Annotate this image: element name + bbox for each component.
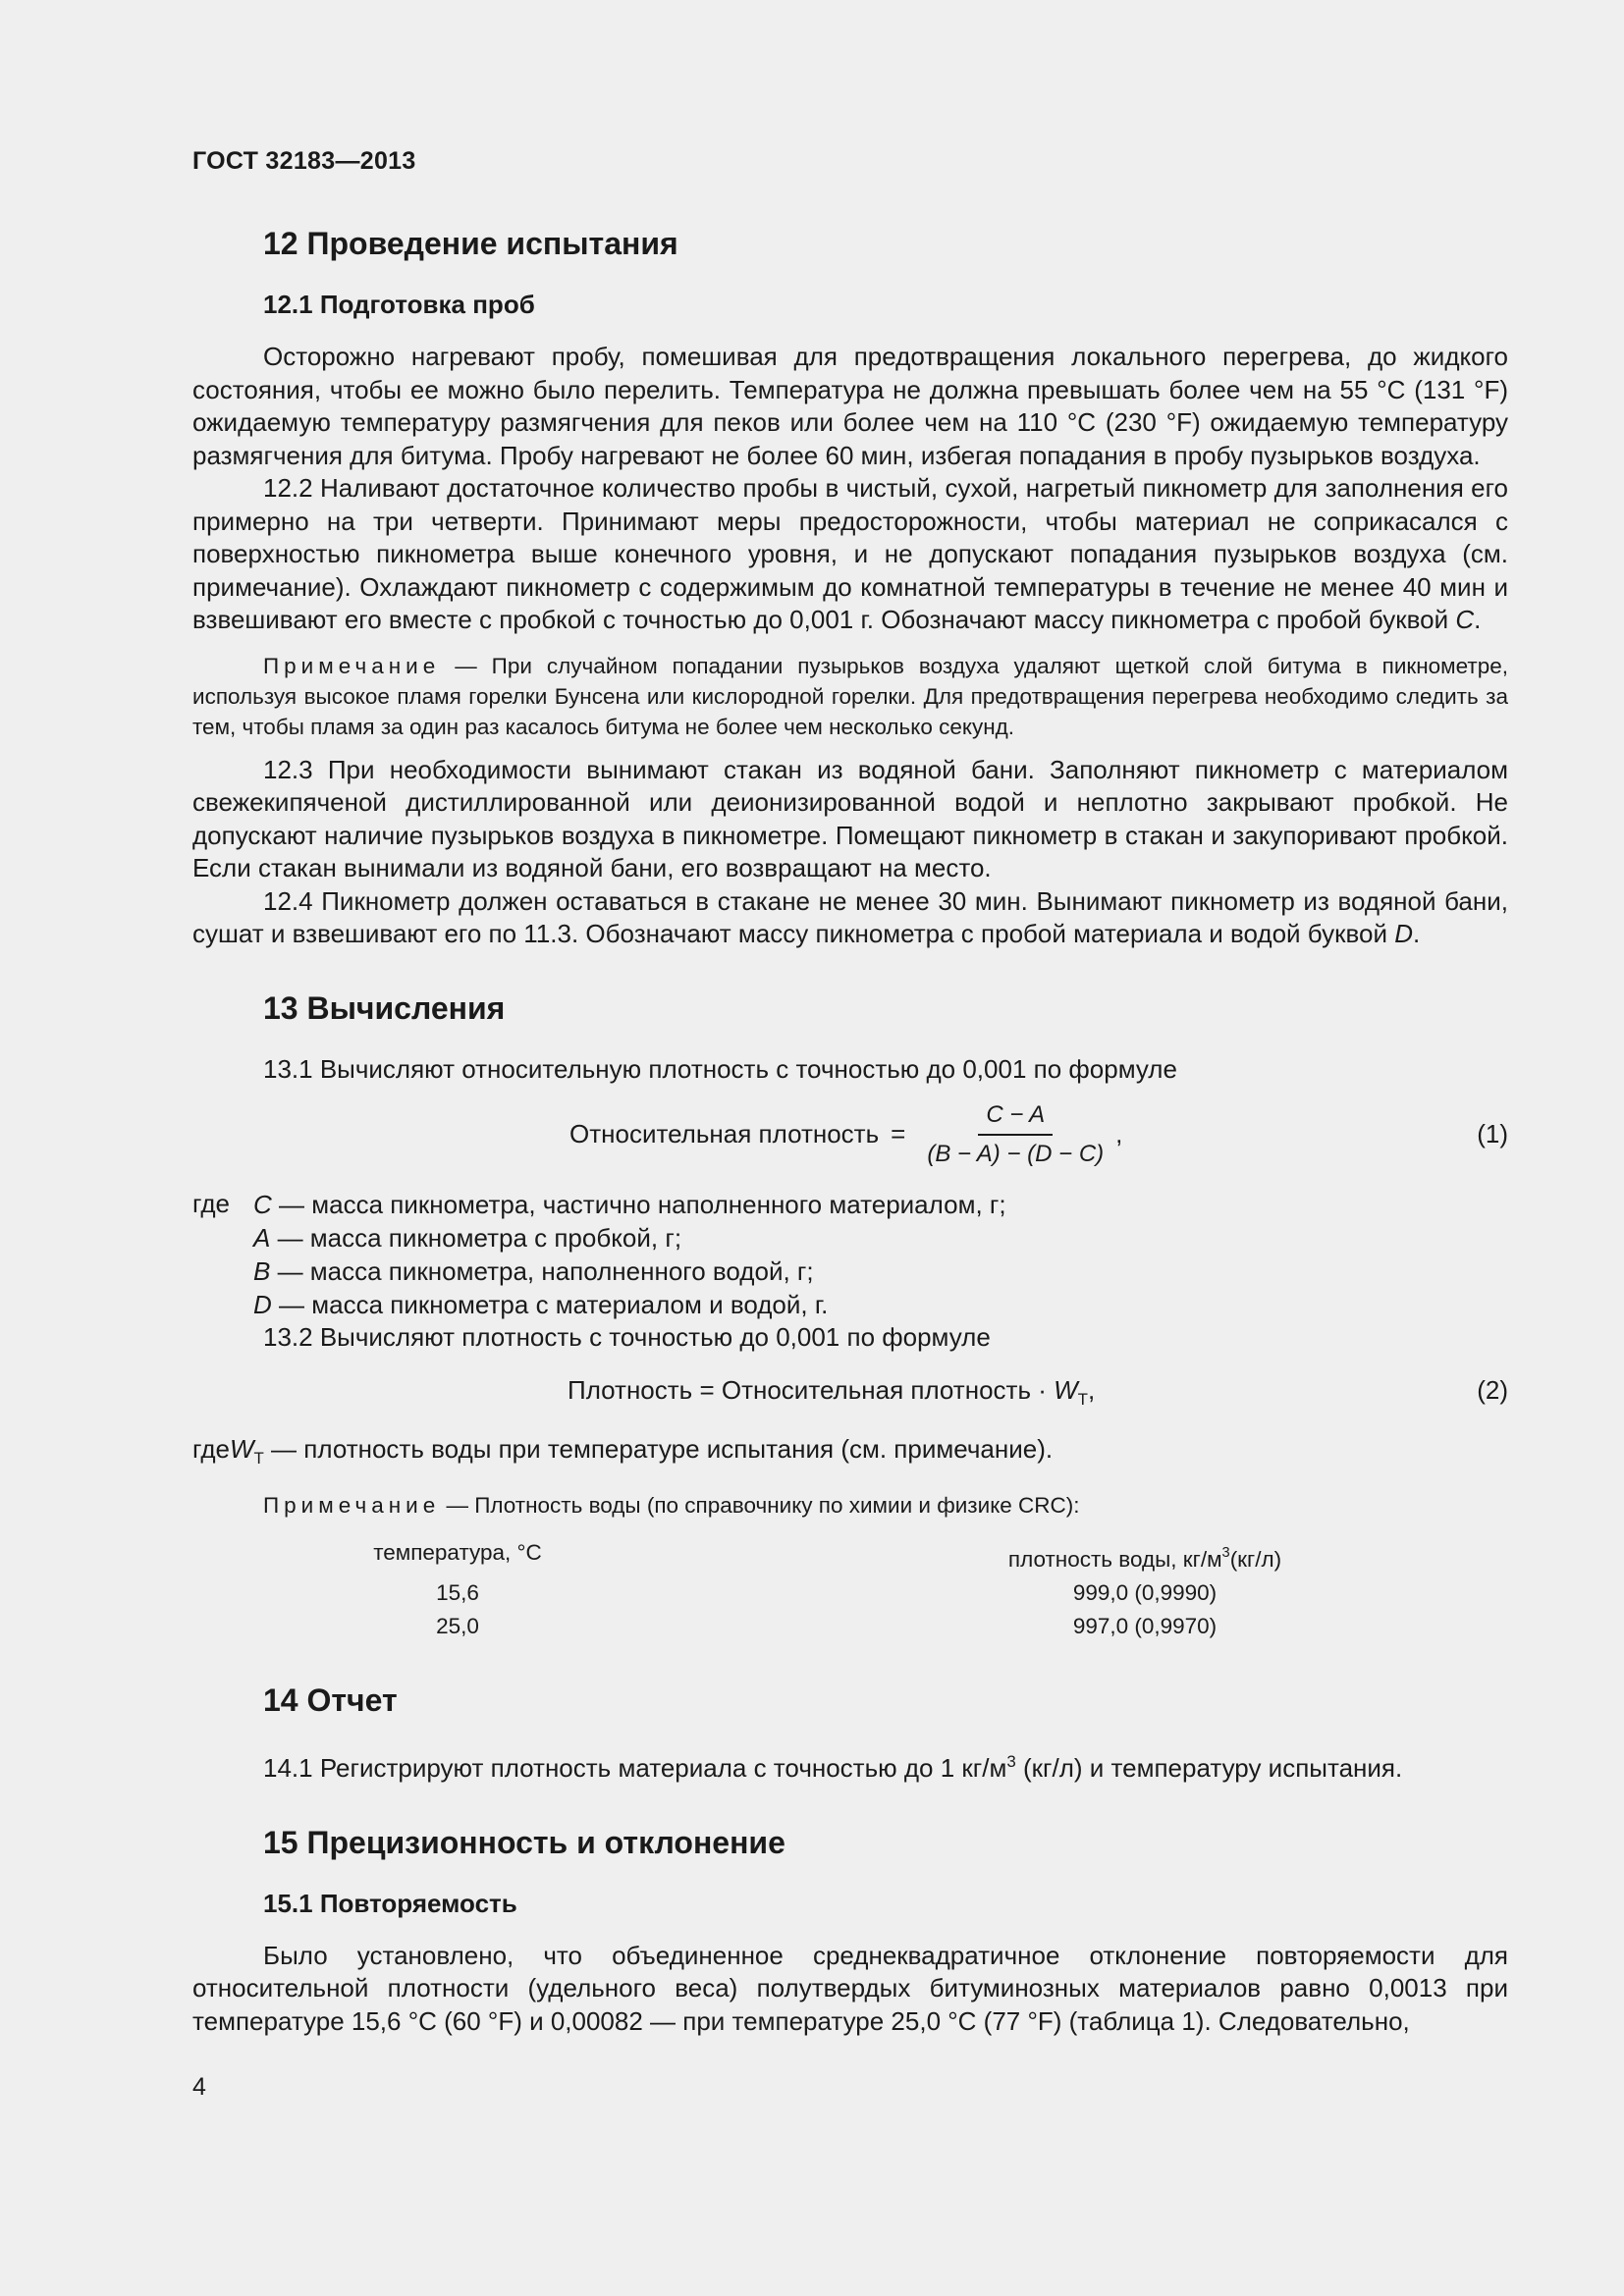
table-cell-temperature: 15,6	[436, 1580, 479, 1605]
formula-2-number: (2)	[1477, 1374, 1508, 1405]
density-header-unit: (кг/л)	[1229, 1547, 1282, 1572]
water-density-table	[192, 1536, 1508, 1643]
definition-item	[253, 1288, 1508, 1321]
note-12-2	[192, 651, 1508, 742]
definition-text: — масса пикнометра с материалом и водой, г.	[271, 1290, 829, 1319]
paragraph-14-1	[192, 1745, 1508, 1786]
formula-1-number: (1)	[1477, 1119, 1508, 1148]
formula-2	[192, 1374, 1508, 1414]
section-15-title: 15 Прецизионность и отклонение	[263, 1824, 785, 1860]
subsection-15-1-title: 15.1 Повторяемость	[263, 1888, 517, 1918]
note-label: Примечание	[263, 653, 441, 678]
section-12-title: 12 Проведение испытания	[263, 226, 678, 261]
definition-symbol: D	[253, 1290, 272, 1319]
table-header-density	[880, 1536, 1410, 1576]
paragraph-13-1: 13.1 Вычисляют относительную плотность с точностью до 0,001 по формуле	[263, 1053, 1177, 1084]
where-label: где	[192, 1189, 230, 1218]
section-14-title: 14 Отчет	[263, 1682, 398, 1718]
definition-item	[253, 1188, 1508, 1221]
definition-symbol: A	[253, 1223, 271, 1253]
paragraph-12-1: Осторожно нагревают пробу, помешивая для предотвращения локального перегрева, до жидкого состояния, чтобы ее можно было перелить. Температура не должна превышать более чем на 55 °С (131 °F) ожидаемую температуру размягчения для пеков или более чем на 110 °С (230 °F) ожидаемую температуру размягчения для битума. Пробу нагревают не более 60 мин, избегая попадания в пробу пузырьков воздуха.	[192, 342, 1508, 470]
formula-1-fraction	[919, 1099, 1111, 1170]
paragraph-12-4: 12.4 Пикнометр должен оставаться в стакане не менее 30 мин. Вынимают пикнометр из водяной бани, сушат и взвешивают его по 11.3. Обозначают массу пикнометра с пробой материала и водой буквой D.	[192, 885, 1508, 948]
formula-1-denominator: (B − A) − (D − C)	[927, 1141, 1105, 1167]
note-water-density	[192, 1490, 1508, 1521]
paragraph-12-3: 12.3 При необходимости вынимают стакан из водяной бани. Заполняют пикнометр с материалом свежекипяченой дистиллированной или деионизированной водой и неплотно закрывают пробкой. Не допускают наличие пузырьков воздуха в пикнометре. Помещают пикнометр в стакан и закупоривают пробкой. Если стакан вынимали из водяной бани, его возвращают на место.	[192, 754, 1508, 882]
definition-text: — масса пикнометра с пробкой, г;	[270, 1223, 682, 1253]
definitions-list	[253, 1188, 1508, 1321]
table-header-temperature: температура, °С	[373, 1540, 542, 1565]
subsection-12-1-title: 12.1 Подготовка проб	[263, 290, 535, 319]
paragraph-13-2: 13.2 Вычисляют плотность с точностью до 0,001 по формуле	[263, 1322, 991, 1352]
where-label-2: где	[192, 1433, 230, 1464]
formula-1-numerator: C − A	[978, 1099, 1053, 1136]
page-number: 4	[192, 2073, 206, 2101]
definition-item	[253, 1221, 1508, 1255]
definition-symbol: C	[253, 1190, 272, 1219]
table-cell-density: 997,0 (0,9970)	[1072, 1614, 1218, 1638]
density-header-text: плотность воды, кг/м	[1007, 1547, 1222, 1572]
formula-1-comma: ,	[1115, 1119, 1123, 1149]
table-row	[192, 1610, 1508, 1643]
section-13-title: 13 Вычисления	[263, 989, 506, 1026]
paragraph-14-1-tail: (кг/л) и температуру испытания.	[1015, 1753, 1403, 1783]
var-d: D	[1394, 919, 1414, 948]
wt-definition	[192, 1433, 1508, 1475]
paragraph-15-1: Было установлено, что объединенное среднеквадратичное отклонение повторяемости для относительной плотности (удельного веса) полутвердых битуминозных материалов равно 0,0013 при температуре 15,6 °С (60 °F) и 0,00082 — при температуре 25,0 °С (77 °F) (таблица 1). Следовательно,	[192, 1940, 1508, 2036]
formula-1	[192, 1095, 1508, 1174]
definition-symbol: B	[253, 1256, 271, 1286]
formula-2-body	[568, 1374, 1095, 1416]
wt-subscript: T	[253, 1448, 264, 1468]
note-label: Примечание	[263, 1493, 441, 1518]
table-header-row	[192, 1536, 1508, 1576]
var-c: С	[1455, 605, 1475, 634]
paragraph-12-2-text: 12.2 Наливают достаточное количество пробы в чистый, сухой, нагретый пикнометр для заполнения его примерно на три четверти. Принимают меры предосторожности, чтобы материал не соприкасался с поверхностью пикнометра выше конечного уровня, и не допускают попадания пузырьков воздуха (см. примечание). Охлаждают пикнометр с содержимым до комнатной температуры в течение не менее 40 мин и взвешивают его вместе с пробкой с точностью до 0,001 г. Обозначают массу пикнометра с пробой буквой	[192, 473, 1508, 634]
density-header-sup: 3	[1221, 1545, 1230, 1561]
definition-item	[253, 1255, 1508, 1288]
formula-2-subscript: T	[1077, 1389, 1088, 1409]
formula-2-symbol: W	[1054, 1374, 1078, 1405]
formula-1-equals: =	[891, 1119, 906, 1149]
note-text: — При случайном попадании пузырьков воздуха удаляют щеткой слой битума в пикнометре, используя высокое пламя горелки Бунсена или кислородной горелки. Для предотвращения перегрева необходимо следить за тем, чтобы пламя за один раз касалось битума не более чем несколько секунд.	[192, 653, 1508, 739]
formula-2-text: Плотность = Относительная плотность ·	[568, 1374, 1055, 1405]
paragraph-14-1-sup: 3	[1006, 1752, 1016, 1771]
standard-code: ГОСТ 32183—2013	[192, 147, 416, 175]
definition-text: — масса пикнометра, частично наполненного материалом, г;	[271, 1190, 1006, 1219]
formula-1-body	[569, 1095, 1122, 1174]
wt-text: — плотность воды при температуре испытания (см. примечание).	[263, 1433, 1054, 1464]
table-cell-density: 999,0 (0,9990)	[1072, 1580, 1218, 1605]
table-row	[192, 1576, 1508, 1610]
document-body	[192, 218, 1508, 2038]
definition-text: — масса пикнометра, наполненного водой, г;	[270, 1256, 814, 1286]
table-cell-temperature: 25,0	[436, 1614, 479, 1638]
paragraph-14-1-text: 14.1 Регистрируют плотность материала с точностью до 1 кг/м	[263, 1753, 1007, 1783]
paragraph-12-4-text: 12.4 Пикнометр должен оставаться в стакане не менее 30 мин. Вынимают пикнометр из водяной бани, сушат и взвешивают его по 11.3. Обозначают массу пикнометра с пробой материала и водой буквой	[192, 885, 1508, 948]
definitions-block	[192, 1188, 1508, 1321]
formula-1-label: Относительная плотность	[569, 1119, 880, 1149]
note-text: — Плотность воды (по справочнику по химии и физике CRC):	[440, 1493, 1080, 1518]
paragraph-12-2: 12.2 Наливают достаточное количество пробы в чистый, сухой, нагретый пикнометр для заполнения его примерно на три четверти. Принимают меры предосторожности, чтобы материал не соприкасался с поверхностью пикнометра выше конечного уровня, и не допускают попадания пузырьков воздуха (см. примечание). Охлаждают пикнометр с содержимым до комнатной температуры в течение не менее 40 мин и взвешивают его вместе с пробкой с точностью до 0,001 г. Обозначают массу пикнометра с пробой буквой С.	[192, 473, 1508, 634]
formula-2-comma: ,	[1087, 1374, 1096, 1405]
wt-symbol: W	[229, 1433, 254, 1464]
